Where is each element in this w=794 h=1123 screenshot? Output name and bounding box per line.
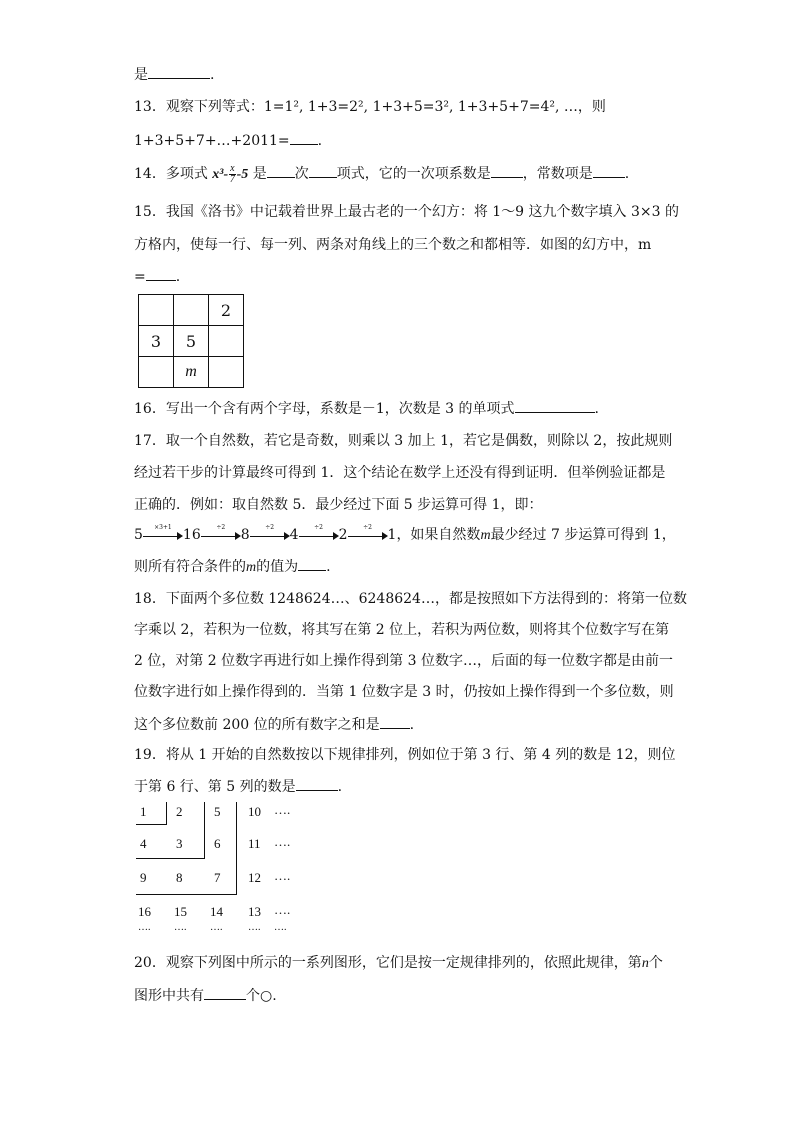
q17-line3: 正确的．例如：取自然数 5．最少经过下面 5 步运算可得 1，即： [134, 497, 543, 513]
spiral-number: 2 [176, 804, 183, 819]
magic-cell: m [174, 357, 209, 388]
answer-blank [146, 266, 176, 281]
spiral-divider [136, 858, 205, 859]
chain-number: 1 [387, 527, 397, 543]
magic-square [138, 294, 244, 388]
q14-prefix: 14．多项式 [134, 166, 208, 182]
magic-cell: 5 [174, 326, 209, 357]
q18-end: . [409, 717, 415, 733]
q18-text: 这个多位数前 200 位的所有数字之和是 [134, 717, 380, 733]
arrow-label: ÷2 [363, 524, 372, 531]
spiral-divider [136, 824, 167, 825]
spiral-divider [236, 802, 237, 894]
magic-cell [174, 295, 209, 326]
q17-end: . [326, 559, 331, 575]
polynomial [212, 163, 249, 186]
arrow-shaft [201, 536, 237, 537]
arrow-head [284, 532, 290, 540]
q17-text: 最少经过 7 步运算可得到 1， [490, 527, 676, 543]
spiral-number: 4 [140, 836, 147, 851]
q20-line1 [134, 953, 663, 974]
q14-text2: 次 [294, 166, 309, 182]
spiral-divider [136, 894, 237, 895]
variable-m: m [246, 560, 257, 575]
poly-part-b: -5 [236, 167, 249, 182]
answer-blank [204, 985, 246, 1000]
spiral-number: 9 [140, 870, 147, 885]
arrow-label: ×3+1 [154, 524, 172, 531]
q12-text: 是 [134, 67, 148, 83]
q18-line1: 18．下面两个多位数 1248624…、6248624…，都是按照如下方法得到的：将第一位数 [134, 591, 687, 607]
q14-end: . [624, 166, 630, 182]
q14-line [134, 163, 629, 185]
answer-blank [309, 163, 337, 178]
answer-blank [148, 64, 210, 79]
q15-line3 [134, 266, 180, 287]
magic-row [139, 295, 244, 326]
spiral-number: 13 [248, 904, 261, 919]
magic-cell [139, 357, 174, 388]
arrow-shaft [143, 536, 179, 537]
spiral-number: …. [274, 802, 291, 817]
variable-n: n [641, 956, 649, 971]
arrow-head [333, 532, 339, 540]
q18-line2: 字乘以 2，若积为一位数，将其写在第 2 位上，若积为两位数，则将其个位数字写在第 [134, 622, 670, 638]
spiral-number: 12 [248, 870, 261, 885]
spiral-divider [166, 802, 167, 824]
arrow-icon [348, 524, 388, 542]
magic-cell [209, 357, 244, 388]
spiral-number: 7 [214, 870, 221, 885]
q16-end: . [594, 401, 599, 417]
spiral-number: 3 [176, 836, 183, 851]
spiral-number: 16 [138, 904, 151, 919]
spiral-number: …. [274, 902, 291, 917]
q18-line4: 位数字进行如上操作得到的．当第 1 位数字是 3 时，仍按如上操作得到一个多位数，则 [134, 684, 674, 700]
fraction [229, 164, 235, 185]
number-spiral [130, 802, 310, 942]
q17-line1: 17．取一个自然数，若它是奇数，则乘以 3 加上 1，若它是偶数，则除以 2，按此规则 [134, 433, 673, 449]
q19-line1: 19．将从 1 开始的自然数按以下规律排列，例如位于第 3 行、第 4 列的数是 12，则位 [134, 747, 676, 763]
spiral-number: 1 [140, 804, 147, 819]
magic-cell: 2 [209, 295, 244, 326]
q20-text: 个○. [246, 988, 277, 1004]
arrow-head [177, 532, 183, 540]
q20-line2 [134, 985, 277, 1006]
poly-part-a: x³- [212, 167, 229, 182]
q14-text3: 项式，它的一次项系数是 [336, 166, 491, 182]
q19-line2 [134, 776, 342, 797]
spiral-number: …. [274, 834, 291, 849]
chain-number: 16 [182, 527, 201, 543]
q15-end: . [175, 269, 181, 285]
q17-text: ，如果自然数 [396, 527, 481, 543]
answer-blank [296, 776, 338, 791]
q15-eq: = [134, 269, 146, 285]
magic-cell [209, 326, 244, 357]
arrow-icon [299, 524, 339, 542]
continuation-dots: …. [174, 922, 187, 933]
continuation-dots: …. [210, 922, 223, 933]
continuation-dots: …. [248, 922, 261, 933]
q13-end: . [317, 133, 323, 149]
arrow-label: ÷2 [265, 524, 275, 531]
q17-line5 [134, 556, 331, 578]
spiral-number: 14 [210, 904, 223, 919]
arrow-icon [143, 524, 183, 542]
magic-cell [139, 295, 174, 326]
spiral-divider [204, 802, 205, 858]
q14-text1: 是 [252, 166, 267, 182]
arrow-shaft [299, 536, 335, 537]
continuation-dots: …. [274, 922, 287, 933]
q17-text: 则所有符合条件的 [134, 559, 246, 575]
q17-line4 [134, 525, 676, 546]
q18-line5 [134, 714, 414, 735]
answer-blank [515, 398, 595, 413]
answer-blank [380, 714, 410, 729]
arrow-icon [201, 524, 241, 542]
spiral-number: …. [274, 868, 291, 883]
q12-end: . [210, 67, 215, 83]
magic-cell: 3 [139, 326, 174, 357]
answer-blank [298, 556, 326, 571]
arrow-shaft [250, 536, 286, 537]
spiral-number: 10 [248, 804, 261, 819]
arrow-icon [250, 524, 290, 542]
q17-line2: 经过若干步的计算最终可得到 1．这个结论在数学上还没有得到证明．但举例验证都是 [134, 465, 666, 481]
spiral-number: 8 [176, 870, 183, 885]
chain-number: 2 [338, 527, 348, 543]
answer-blank [290, 130, 318, 145]
chain-number: 5 [134, 527, 143, 543]
magic-row [139, 357, 244, 388]
q15-line2: 方格内，使每一行、每一列、两条对角线上的三个数之和都相等．如图的幻方中，m [134, 237, 652, 253]
q17-text: 的值为 [256, 559, 299, 575]
q16-line [134, 398, 599, 419]
arrow-label: ÷2 [314, 524, 324, 531]
variable-m: m [480, 528, 491, 543]
fraction-denominator: 7 [229, 174, 235, 186]
q20-text: 个 [648, 955, 663, 971]
q13-line2 [134, 130, 322, 151]
q18-line3: 2 位，对第 2 位数字再进行如上操作得到第 3 位数字…，后面的每一位数字都是由前一 [134, 653, 673, 669]
continuation-dots: …. [138, 922, 151, 933]
q20-text: 图形中共有 [134, 988, 204, 1004]
q15-line1: 15．我国《洛书》中记载着世界上最古老的一个幻方：将 1～9 这九个数字填入 3×3 的 [134, 204, 679, 220]
q19-end: . [337, 779, 343, 795]
q14-text4: ，常数项是 [522, 166, 593, 182]
spiral-number: 6 [214, 836, 221, 851]
answer-blank [593, 163, 625, 178]
spiral-number: 5 [214, 804, 221, 819]
fraction-numerator: x [230, 163, 235, 175]
arrow-label: ÷2 [216, 524, 226, 531]
answer-blank [491, 163, 523, 178]
q20-text: 20．观察下列图中所示的一系列图形，它们是按一定规律排列的，依照此规律，第 [134, 955, 642, 971]
magic-row [139, 326, 244, 357]
spiral-number: 15 [174, 904, 187, 919]
chain-number: 4 [289, 527, 299, 543]
arrow-shaft [348, 536, 384, 537]
q13-line1: 13．观察下列等式：1=1², 1+3=2², 1+3+5=3², 1+3+5+7=4², …，则 [134, 99, 606, 115]
q13-expr: 1+3+5+7+…+2011= [134, 133, 290, 149]
answer-blank [267, 163, 295, 178]
arrow-head [235, 532, 241, 540]
q12-tail [134, 64, 214, 85]
arrow-head [382, 532, 388, 540]
spiral-number: 11 [248, 836, 261, 851]
q19-text: 于第 6 行、第 5 列的数是 [134, 779, 296, 795]
q16-text: 16．写出一个含有两个字母，系数是－1，次数是 3 的单项式 [134, 401, 515, 417]
chain-number: 8 [240, 527, 250, 543]
